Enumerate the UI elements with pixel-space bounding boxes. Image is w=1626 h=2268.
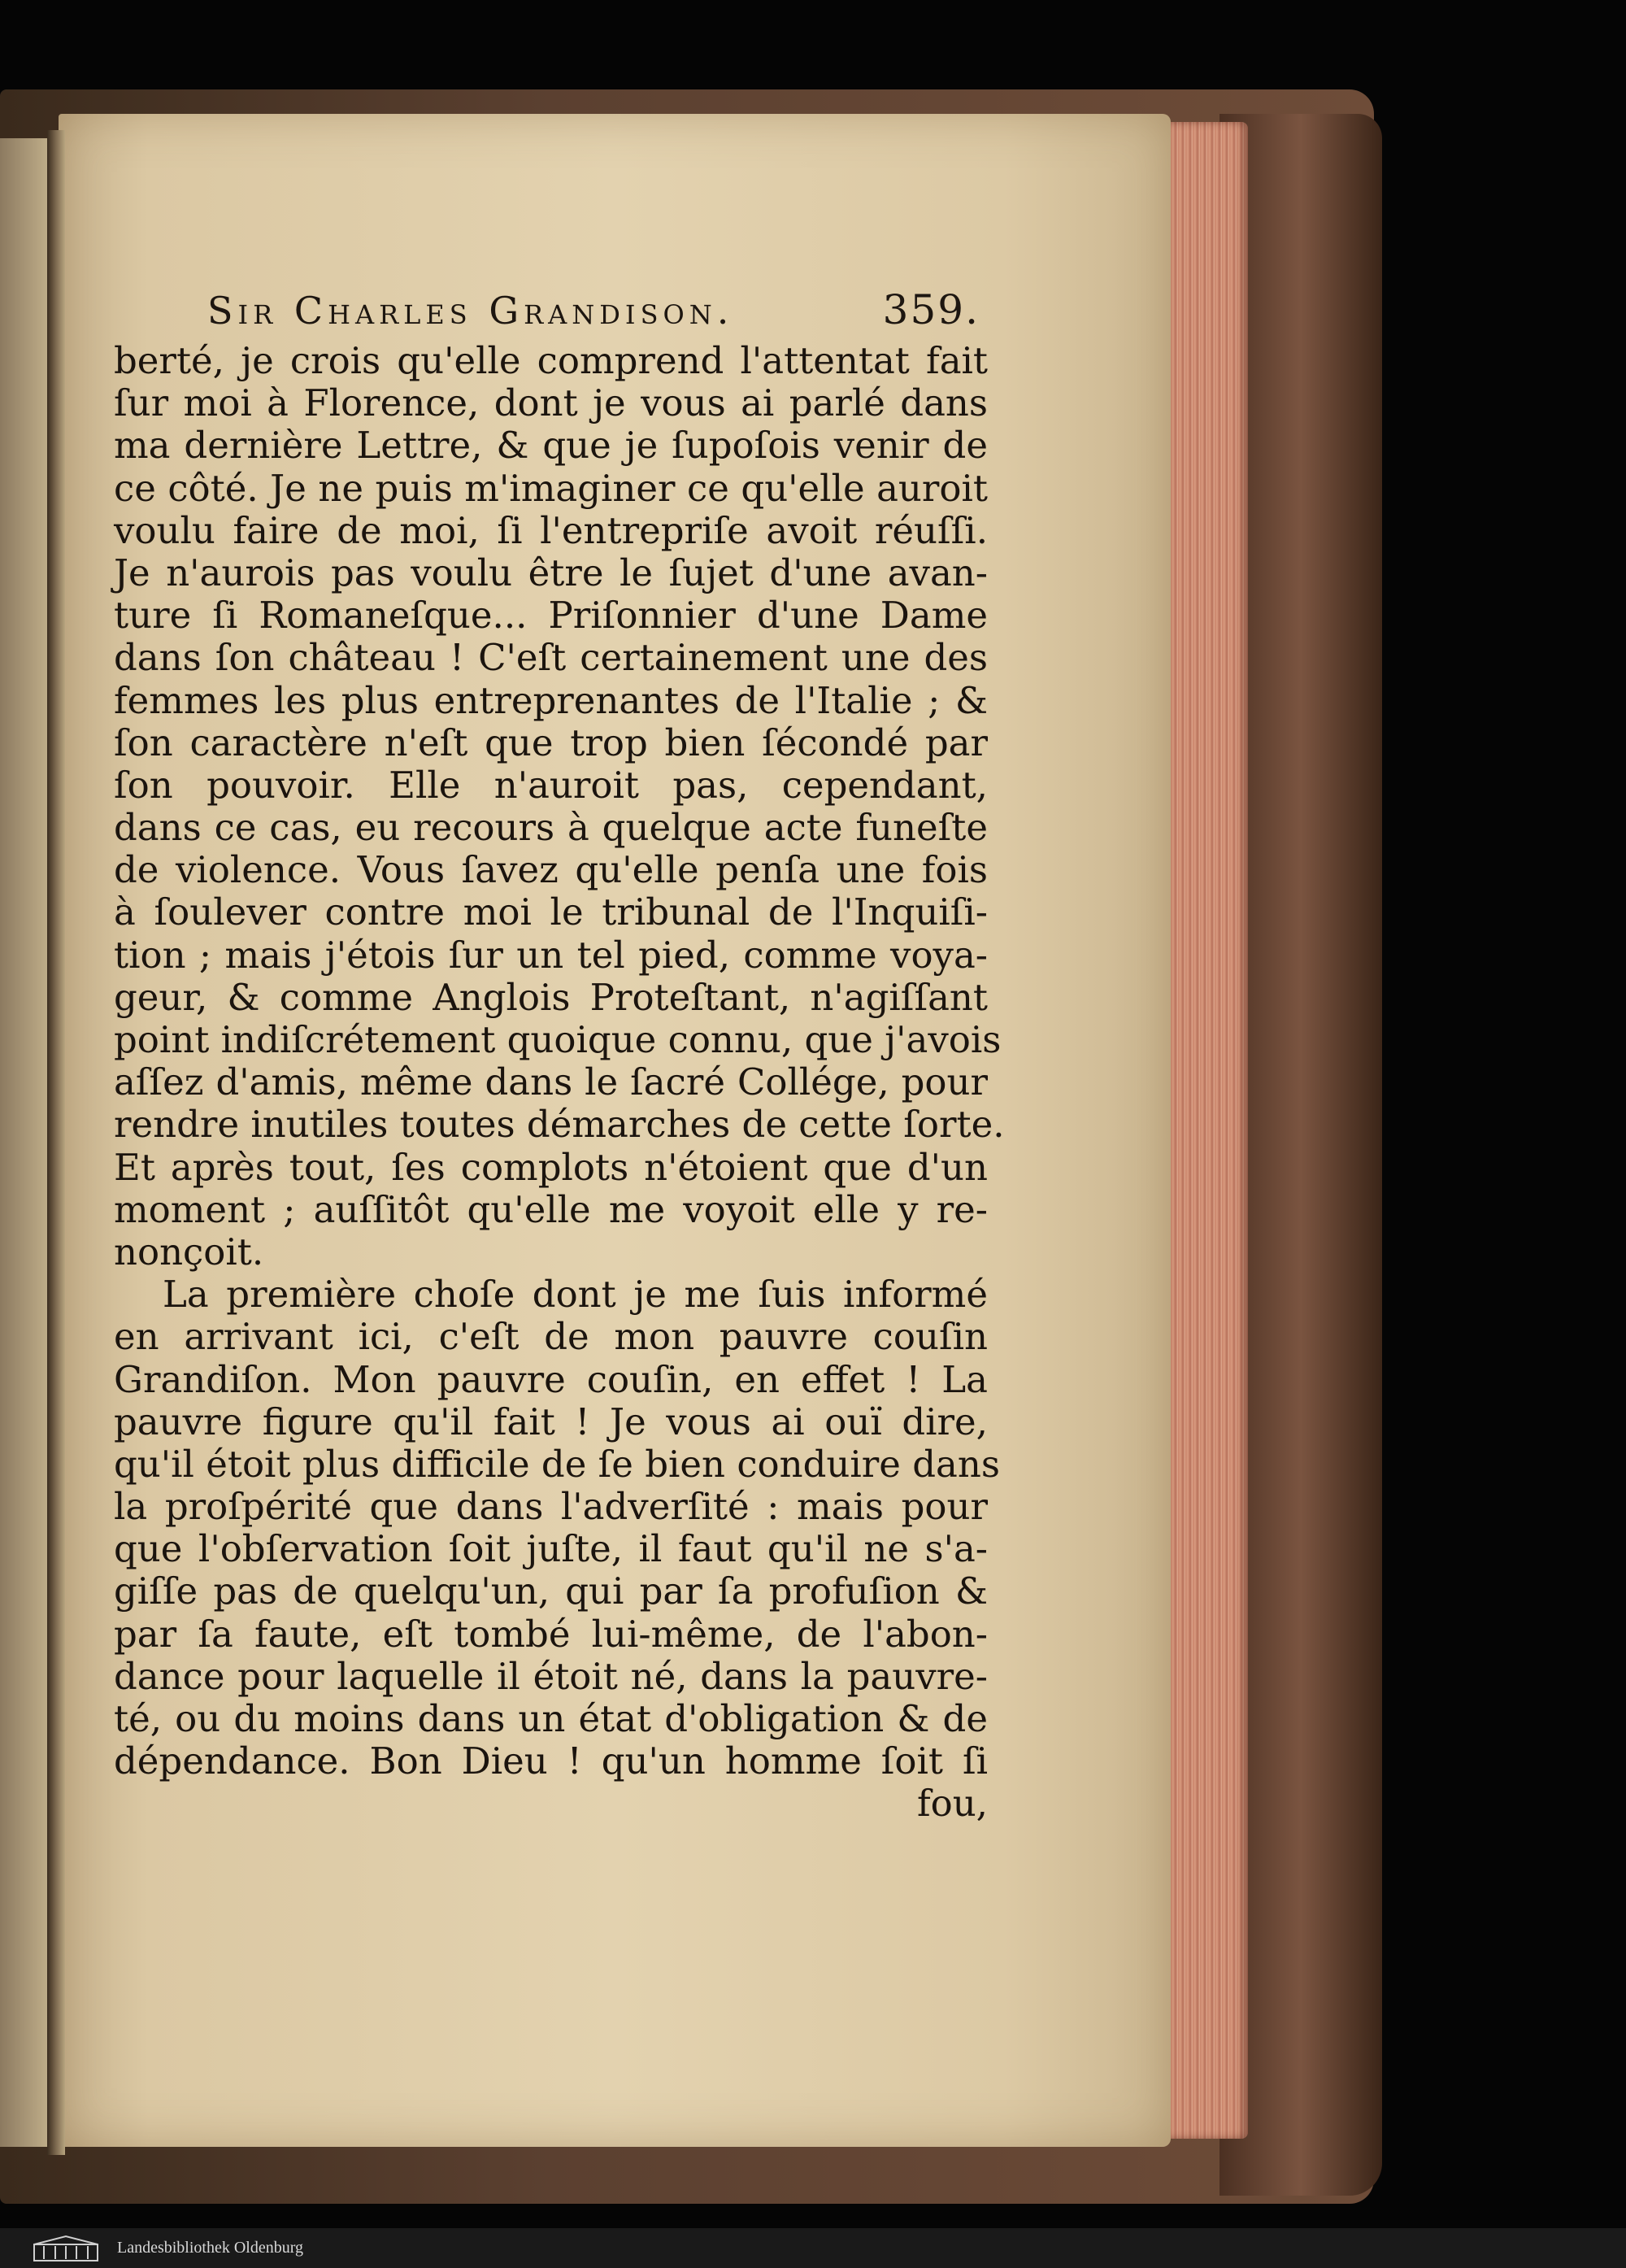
text-line: aſſez d'amis, même dans le ſacré Collége, pour (114, 1060, 988, 1104)
page-header (207, 286, 980, 335)
text-line: giſſe pas de quelqu'un, qui par ſa profuſion & (114, 1569, 988, 1613)
text-line: qu'il étoit plus difficile de ſe bien conduire dans (114, 1442, 1000, 1486)
text-line: dépendance. Bon Dieu ! qu'un homme ſoit ſi (114, 1739, 988, 1783)
text-line: voulu faire de moi, ſi l'entrepriſe avoit réuſſi. (114, 508, 988, 552)
paragraph-1 (114, 339, 1005, 1273)
book-gutter (47, 130, 65, 2155)
text-line: femmes les plus entreprenantes de l'Italie ; & (114, 678, 988, 722)
text-line: rendre inutiles toutes démarches de cette ſorte. (114, 1103, 1005, 1147)
text-line: dans ce cas, eu recours à quelque acte funeſte (114, 806, 988, 850)
text-line: Et après tout, ſes complots n'étoient que d'un (114, 1145, 988, 1189)
text-line: Grandiſon. Mon pauvre couſin, en effet ! La (114, 1357, 988, 1401)
running-title: Sir Charles Grandison. (207, 289, 734, 333)
text-line: de violence. Vous ſavez qu'elle penſa une fois (114, 848, 988, 892)
text-line: moment ; auſſitôt qu'elle me voyoit elle y re- (114, 1187, 988, 1231)
text-line: en arrivant ici, c'eſt de mon pauvre couſin (114, 1315, 988, 1359)
text-line: té, ou du moins dans un état d'obligation & de (114, 1697, 988, 1740)
text-line: dance pour laquelle il étoit né, dans la pauvre- (114, 1654, 988, 1698)
body-text (114, 339, 1005, 1826)
text-line: la proſpérité que dans l'adverſité : mais pour (114, 1485, 988, 1529)
text-line: tion ; mais j'étois ſur un tel pied, comme voya- (114, 933, 988, 977)
text-line: geur, & comme Anglois Proteſtant, n'agiſſant (114, 975, 988, 1019)
text-line: à ſoulever contre moi le tribunal de l'Inquiſi- (114, 890, 988, 934)
text-line: nonçoit. (114, 1230, 264, 1273)
library-building-icon (33, 2235, 99, 2262)
text-line: que l'obſervation ſoit juſte, il faut qu'il ne s'a- (114, 1527, 988, 1571)
text-line: point indiſcrétement quoique connu, que j'avois (114, 1018, 1002, 1061)
text-line: par ſa faute, eſt tombé lui-même, de l'abon- (114, 1612, 988, 1656)
text-line: dans ſon château ! C'eſt certainement une des (114, 636, 988, 680)
text-line: ce côté. Je ne puis m'imaginer ce qu'elle auroit (114, 466, 988, 510)
text-line: ma dernière Lettre, & que je ſupoſois venir de (114, 424, 988, 468)
text-line: ſon pouvoir. Elle n'auroit pas, cependant, (114, 763, 988, 807)
text-line: La première choſe dont je me ſuis informé (163, 1273, 988, 1317)
library-name: Landesbibliothek Oldenburg (117, 2239, 304, 2257)
footer-bar (0, 2228, 1626, 2268)
text-line: ſon caractère n'eſt que trop bien ſécondé par (114, 720, 988, 764)
page-block-edge (1171, 122, 1248, 2139)
text-line: Je n'aurois pas voulu être le ſujet d'une avan- (114, 551, 988, 594)
text-line: pauvre figure qu'il fait ! Je vous ai ouï dire, (114, 1400, 988, 1443)
paragraph-2 (114, 1273, 1000, 1783)
text-line: berté, je crois qu'elle comprend l'attentat fait (114, 339, 988, 382)
catchword: fou, (916, 1782, 988, 1826)
text-line: ſur moi à Florence, dont je vous ai parlé dans (114, 381, 988, 425)
page-number: 359. (882, 286, 980, 333)
text-line: ture ſi Romaneſque... Priſonnier d'une Dame (114, 594, 988, 638)
